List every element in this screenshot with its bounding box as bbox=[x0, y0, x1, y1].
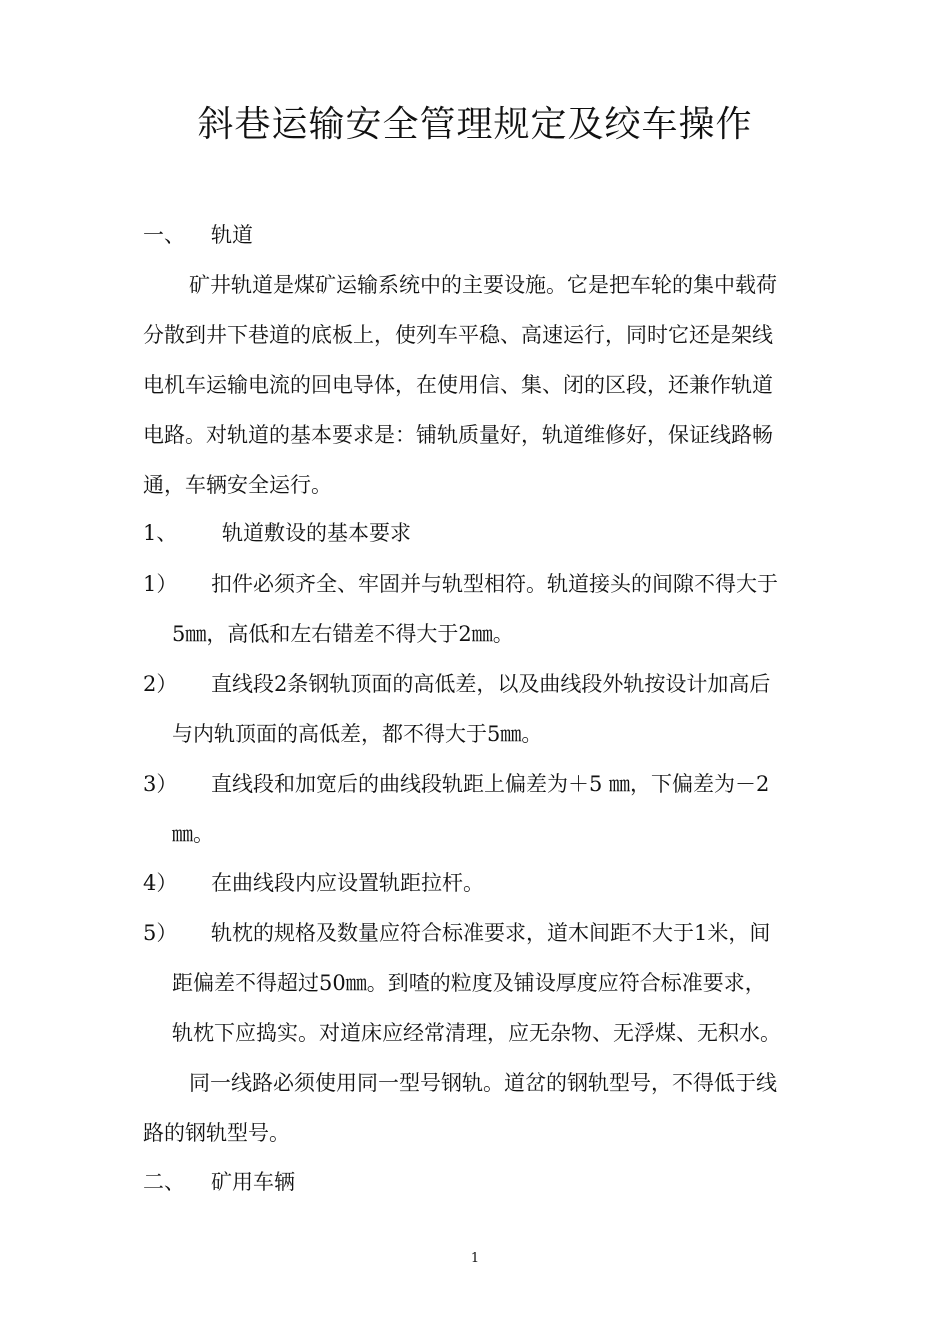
section-two-number: 二、 bbox=[143, 1170, 185, 1194]
list-item-number: 3） bbox=[143, 772, 178, 796]
paragraph-line: 矿井轨道是煤矿运输系统中的主要设施。它是把车轮的集中载荷 bbox=[189, 273, 777, 297]
paragraph-line: 路的钢轨型号。 bbox=[143, 1121, 290, 1145]
list-item-line: 轨枕下应捣实。对道床应经常清理，应无杂物、无浮煤、无积水。 bbox=[172, 1021, 781, 1045]
paragraph-line: 分散到井下巷道的底板上，使列车平稳、高速运行，同时它还是架线 bbox=[143, 323, 773, 347]
list-item-line: 扣件必须齐全、牢固并与轨型相符。轨道接头的间隙不得大于 bbox=[211, 572, 778, 596]
list-item-number: 4） bbox=[143, 871, 178, 895]
list-item-line: 轨枕的规格及数量应符合标准要求，道木间距不大于1米，间 bbox=[211, 921, 771, 945]
list-item-line: 在曲线段内应设置轨距拉杆。 bbox=[211, 871, 484, 895]
list-item-line: 距偏差不得超过50㎜。到喳的粒度及铺设厚度应符合标准要求， bbox=[172, 971, 766, 995]
list-item-line: 直线段和加宽后的曲线段轨距上偏差为＋5 ㎜，下偏差为－2 bbox=[211, 772, 770, 796]
subsection-one-number: 1、 bbox=[143, 521, 178, 545]
paragraph-line: 电机车运输电流的回电导体，在使用信、集、闭的区段，还兼作轨道 bbox=[143, 373, 773, 397]
list-item-line: 5㎜，高低和左右错差不得大于2㎜。 bbox=[172, 622, 514, 646]
paragraph-line: 同一线路必须使用同一型号钢轨。道岔的钢轨型号，不得低于线 bbox=[189, 1071, 777, 1095]
list-item-line: ㎜。 bbox=[172, 822, 214, 846]
paragraph-line: 电路。对轨道的基本要求是：铺轨质量好，轨道维修好，保证线路畅 bbox=[143, 423, 773, 447]
section-one-heading: 轨道 bbox=[211, 223, 253, 247]
page-number: 1 bbox=[470, 1251, 480, 1266]
list-item-number: 5） bbox=[143, 921, 178, 945]
section-one-number: 一、 bbox=[143, 223, 185, 247]
list-item-number: 2） bbox=[143, 672, 178, 696]
list-item-number: 1） bbox=[143, 572, 178, 596]
list-item-line: 直线段2条钢轨顶面的高低差，以及曲线段外轨按设计加高后 bbox=[211, 672, 771, 696]
section-two-heading: 矿用车辆 bbox=[211, 1170, 295, 1194]
list-item-line: 与内轨顶面的高低差，都不得大于5㎜。 bbox=[172, 722, 543, 746]
document-title: 斜巷运输安全管理规定及绞车操作 bbox=[197, 104, 753, 145]
paragraph-line: 通，车辆安全运行。 bbox=[143, 473, 332, 497]
subsection-one-heading: 轨道敷设的基本要求 bbox=[222, 521, 411, 545]
